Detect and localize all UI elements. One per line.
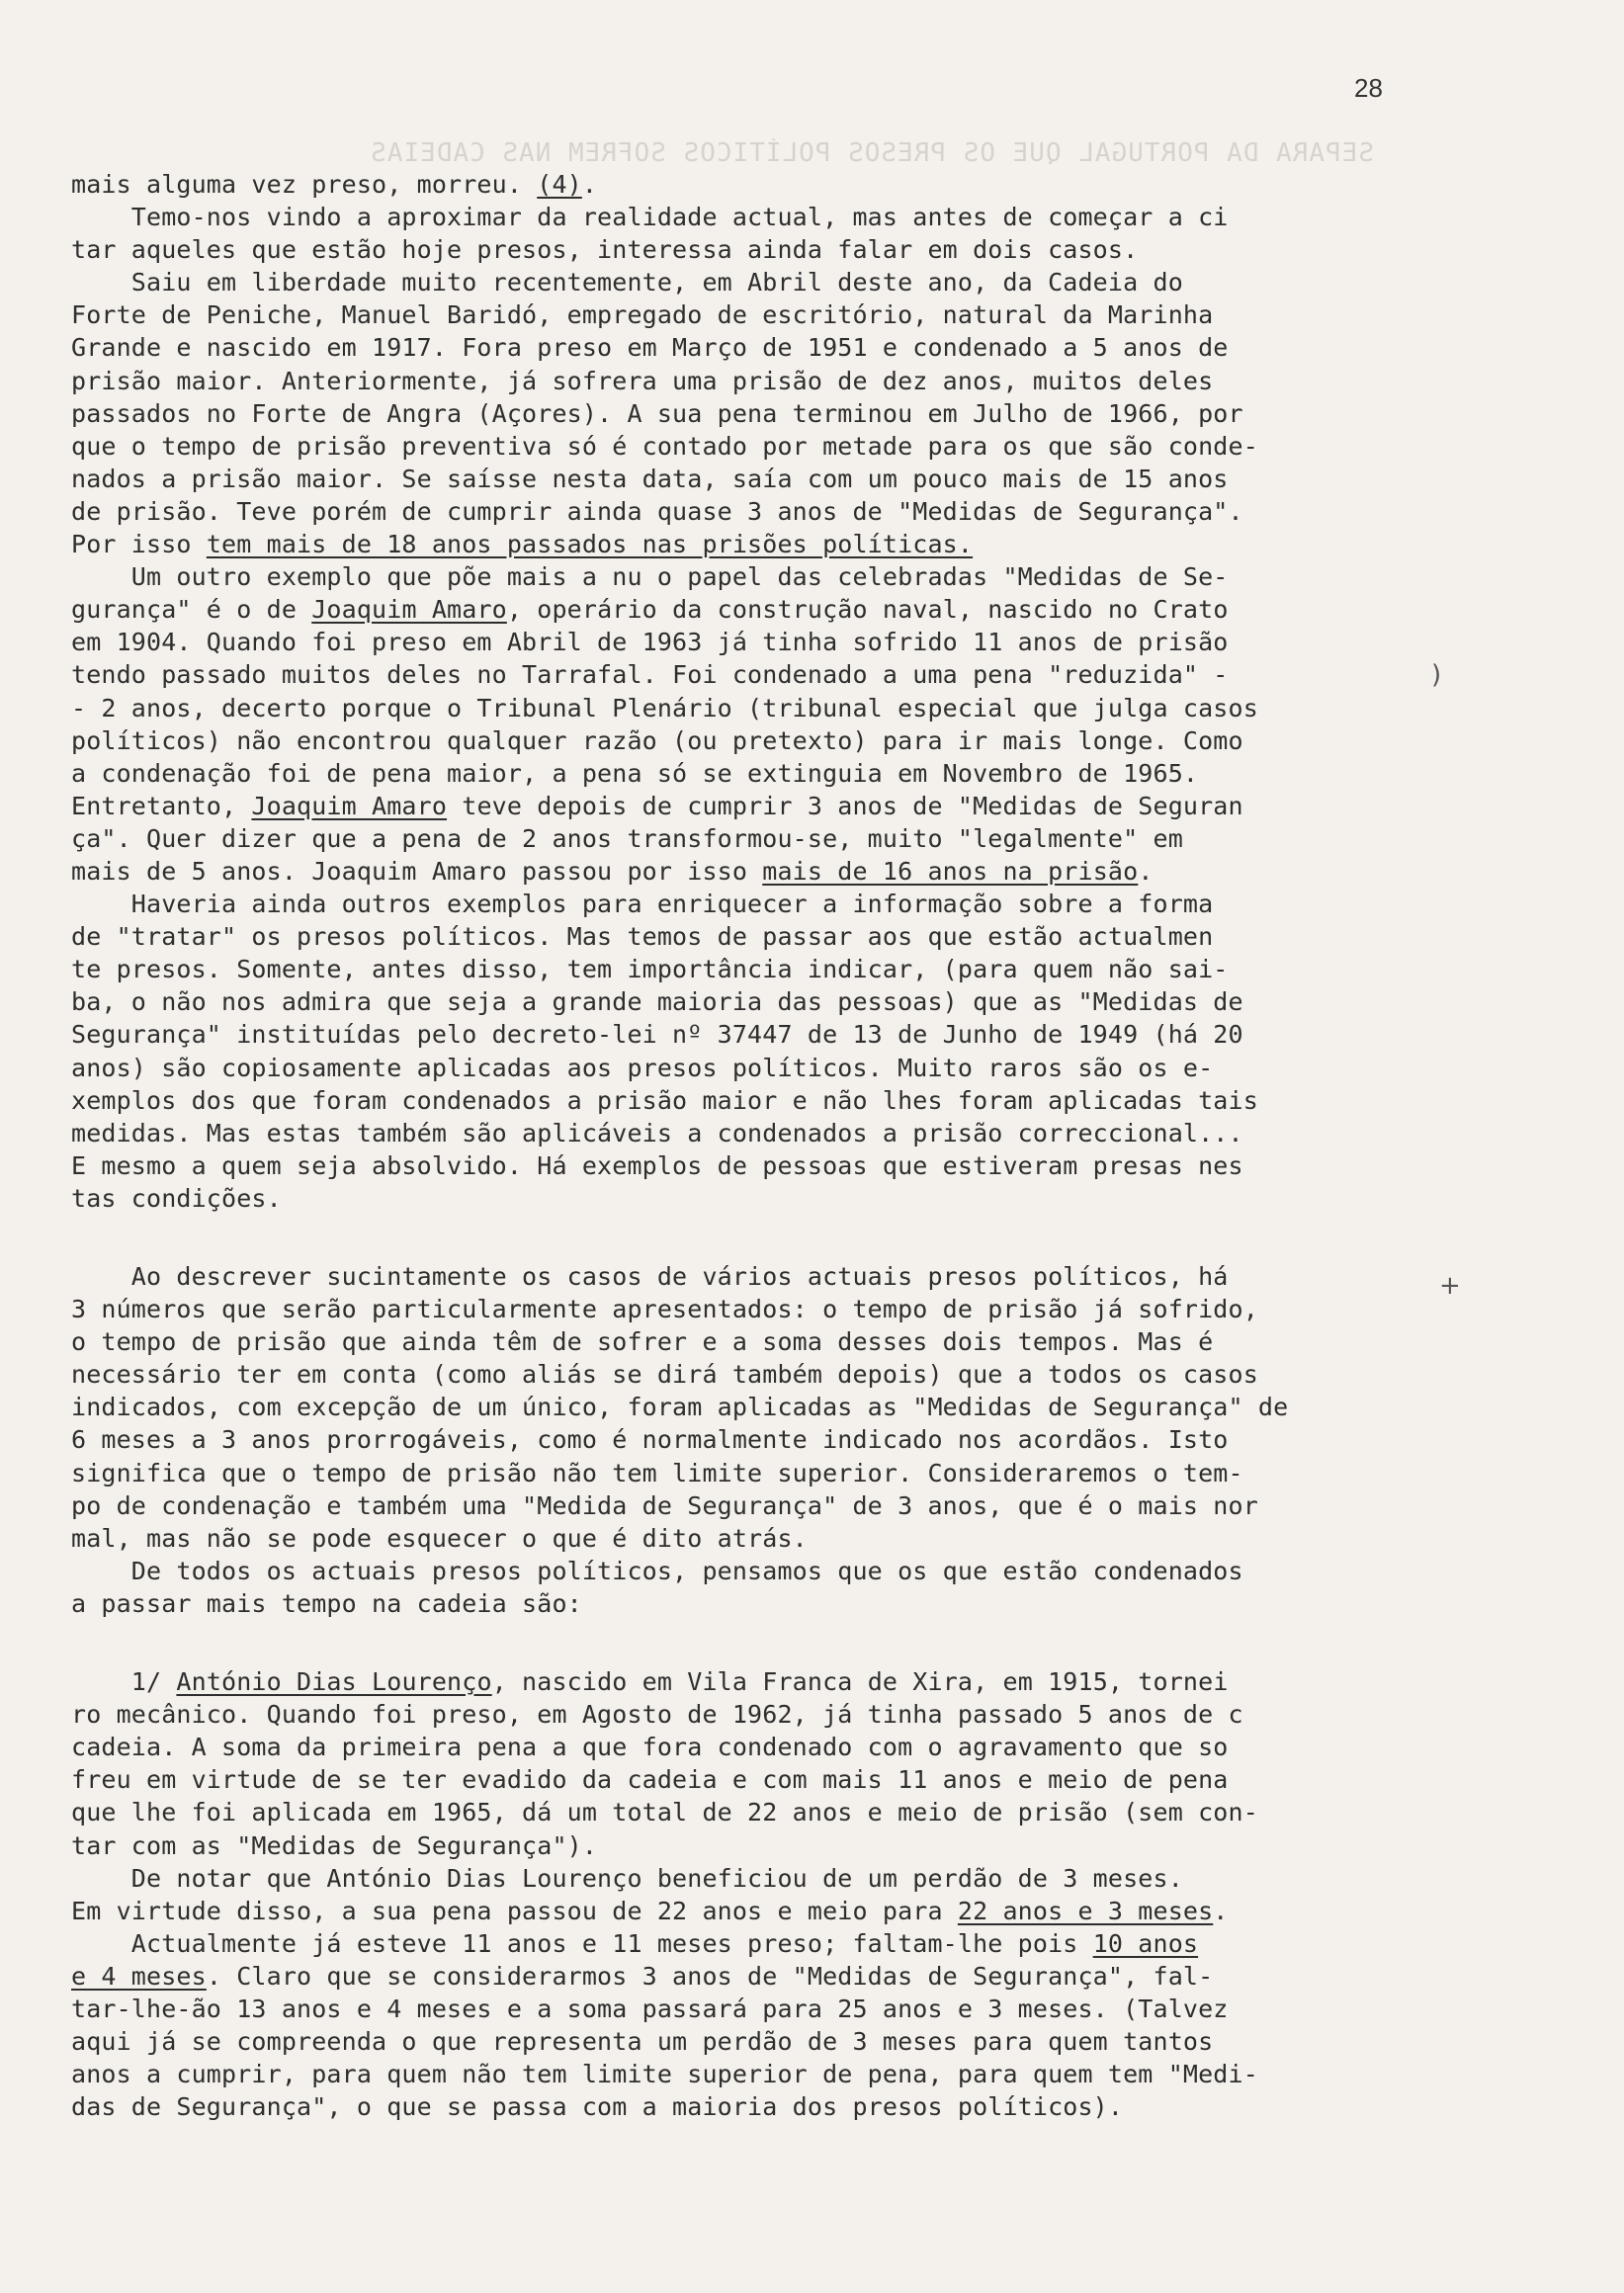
text-run: indicados, com excepção de um único, foram aplicadas as "Medidas de Segurança" de (71, 1393, 1289, 1422)
text-run: tar aqueles que estão hoje presos, interessa ainda falar em dois casos. (71, 235, 1139, 265)
text-run: de "tratar" os presos políticos. Mas temos de passar aos que estão actualmen (71, 922, 1214, 952)
text-run: medidas. Mas estas também são aplicáveis a condenados a prisão correccional... (71, 1118, 1243, 1147)
text-run: das de Segurança", o que se passa com a maioria dos presos políticos). (71, 2092, 1124, 2122)
text-line (71, 2025, 1396, 2058)
text-line (71, 1829, 1396, 1862)
text-run: , nascido em Vila Franca de Xira, em 1915, tornei (491, 1667, 1229, 1697)
text-line (71, 692, 1396, 724)
text-line (71, 1293, 1396, 1325)
text-run: Entretanto, (71, 791, 252, 820)
text-run: Por isso (71, 530, 207, 559)
text-line (71, 1862, 1396, 1895)
text-line (71, 1391, 1396, 1423)
text-run: mais de 5 anos. Joaquim Amaro passou por isso (71, 856, 763, 886)
text-run: . (581, 170, 598, 199)
text-line (71, 1260, 1396, 1293)
text-line (71, 920, 1396, 953)
text-line (71, 790, 1396, 822)
text-run: - 2 anos, decerto porque o Tribunal Plenário (tribunal especial que julga casos (71, 693, 1258, 722)
text-run: Segurança" instituídas pelo decreto-lei nº 37447 de 13 de Junho de 1949 (há 20 (71, 1020, 1243, 1050)
text-line (71, 1358, 1396, 1391)
text-line (71, 266, 1396, 298)
text-run: Grande e nascido em 1917. Fora preso em Março de 1951 e condenado a 5 anos de (71, 333, 1229, 363)
paragraph (71, 560, 1396, 888)
text-line (71, 201, 1396, 233)
text-line (71, 626, 1396, 658)
text-line (71, 757, 1396, 790)
text-line (71, 658, 1396, 691)
text-line (71, 331, 1396, 364)
text-run: De todos os actuais presos políticos, pensamos que os que estão condenados (71, 1556, 1243, 1585)
text-run: a passar mais tempo na cadeia são: (71, 1588, 582, 1618)
text-run: . (1138, 856, 1154, 886)
text-line (71, 1960, 1396, 1993)
text-run: tas condições. (71, 1183, 282, 1213)
text-run: Actualmente já esteve 11 anos e 11 meses preso; faltam-lhe pois (71, 1928, 1093, 1958)
text-line (71, 1117, 1396, 1149)
text-line (71, 724, 1396, 757)
text-line (71, 1149, 1396, 1182)
underlined-text: tem mais de 18 anos passados nas prisões políticas. (206, 530, 974, 559)
text-line (71, 1587, 1396, 1620)
underlined-text: Joaquim Amaro (251, 791, 448, 820)
underlined-text: (4) (537, 170, 582, 199)
text-line (71, 397, 1396, 430)
text-run: significa que o tempo de prisão não tem limite superior. Consideraremos o tem- (71, 1458, 1243, 1487)
text-run: tendo passado muitos deles no Tarrafal. Foi condenado a uma pena "reduzida" - (71, 660, 1229, 690)
text-line (71, 953, 1396, 985)
text-run: tar-lhe-ão 13 anos e 4 meses e a soma passará para 25 anos e 3 meses. (Talvez (71, 1994, 1229, 2023)
text-run: 6 meses a 3 anos prorrogáveis, como é normalmente indicado nos acordãos. Isto (71, 1425, 1229, 1455)
text-run: mal, mas não se pode esquecer o que é dito atrás. (71, 1523, 808, 1553)
text-run: De notar que António Dias Lourenço beneficiou de um perdão de 3 meses. (71, 1863, 1183, 1893)
text-run: cadeia. A soma da primeira pena a que fora condenado com o agravamento que so (71, 1733, 1229, 1762)
text-line (71, 365, 1396, 397)
paragraph (71, 1260, 1396, 1620)
text-line (71, 1796, 1396, 1828)
text-line (71, 495, 1396, 528)
text-line (71, 430, 1396, 463)
text-run: Forte de Peniche, Manuel Baridó, empregado de escritório, natural da Marinha (71, 300, 1214, 330)
text-run: ba, o não nos admira que seja a grande maioria das pessoas) que as "Medidas de (71, 987, 1243, 1017)
bleed-through-text: SEPARA DA PORTUGAL QUE OS PRESOS POLÍTICOS SOFREM NAS CADEIAS (370, 138, 1374, 168)
text-run: . Claro que se considerarmos 3 anos de "Medidas de Segurança", fal- (206, 1961, 1214, 1991)
text-line (71, 463, 1396, 495)
text-run: que lhe foi aplicada em 1965, dá um total de 22 anos e meio de prisão (sem con- (71, 1798, 1258, 1827)
paragraph-gap (71, 1620, 1396, 1665)
text-run: Um outro exemplo que põe mais a nu o papel das celebradas "Medidas de Se- (71, 562, 1229, 592)
text-line (71, 1895, 1396, 1927)
text-line (71, 1084, 1396, 1117)
text-run: Ao descrever sucintamente os casos de vários actuais presos políticos, há (71, 1262, 1229, 1291)
text-run: gurança" é o de (71, 595, 312, 625)
text-run: passados no Forte de Angra (Açores). A sua pena terminou em Julho de 1966, por (71, 398, 1243, 428)
text-line (71, 1698, 1396, 1731)
text-run: aqui já se compreenda o que representa um perdão de 3 meses para quem tantos (71, 2027, 1214, 2057)
text-run: Em virtude disso, a sua pena passou de 22 anos e meio para (71, 1896, 958, 1925)
text-line (71, 888, 1396, 920)
text-line (71, 1018, 1396, 1051)
text-run: te presos. Somente, antes disso, tem importância indicar, (para quem não sai- (71, 955, 1229, 984)
text-run: em 1904. Quando foi preso em Abril de 1963 já tinha sofrido 11 anos de prisão (71, 628, 1229, 657)
text-run: Saiu em liberdade muito recentemente, em Abril deste ano, da Cadeia do (71, 268, 1183, 297)
underlined-text: e 4 meses (71, 1961, 207, 1991)
text-run: po de condenação e também uma "Medida de Segurança" de 3 anos, que é o mais nor (71, 1490, 1258, 1520)
text-run: 3 números que serão particularmente apresentados: o tempo de prisão já sofrido, (71, 1295, 1258, 1324)
text-run: mais alguma vez preso, morreu. (71, 170, 538, 199)
page-number: 28 (1354, 73, 1383, 103)
text-line (71, 2058, 1396, 2090)
text-run: Temo-nos vindo a aproximar da realidade actual, mas antes de começar a ci (71, 203, 1229, 232)
text-line (71, 1457, 1396, 1489)
text-run: anos) são copiosamente aplicadas aos presos políticos. Muito raros são os e- (71, 1053, 1214, 1082)
text-line (71, 298, 1396, 331)
text-line (71, 1665, 1396, 1698)
text-run: teve depois de cumprir 3 anos de "Medidas de Seguran (447, 791, 1243, 820)
text-line (71, 1325, 1396, 1358)
text-run: , operário da construção naval, nascido no Crato (506, 595, 1229, 625)
text-line (71, 1489, 1396, 1522)
text-line (71, 593, 1396, 626)
text-run: Haveria ainda outros exemplos para enriquecer a informação sobre a forma (71, 890, 1214, 919)
text-line (71, 1555, 1396, 1587)
text-run: prisão maior. Anteriormente, já sofrera uma prisão de dez anos, muitos deles (71, 366, 1214, 395)
text-run: a condenação foi de pena maior, a pena só se extinguia em Novembro de 1965. (71, 758, 1199, 788)
text-line (71, 1993, 1396, 2025)
text-line (71, 168, 1396, 201)
text-line (71, 2090, 1396, 2123)
paragraph-gap (71, 1215, 1396, 1260)
text-line (71, 233, 1396, 266)
text-run: freu em virtude de se ter evadido da cadeia e com mais 11 anos e meio de pena (71, 1765, 1229, 1795)
underlined-text: 10 anos (1092, 1928, 1199, 1958)
paragraph (71, 168, 1396, 201)
text-line (71, 1731, 1396, 1763)
text-line (71, 528, 1396, 560)
text-run: de prisão. Teve porém de cumprir ainda quase 3 anos de "Medidas de Segurança". (71, 496, 1243, 526)
text-run: E mesmo a quem seja absolvido. Há exemplos de pessoas que estiveram presas nes (71, 1150, 1243, 1180)
text-run: xemplos dos que foram condenados a prisão maior e não lhes foram aplicadas tais (71, 1085, 1258, 1115)
paragraph (71, 1665, 1396, 2123)
text-line (71, 1763, 1396, 1796)
text-line (71, 1522, 1396, 1555)
margin-bracket-mark: ) (1431, 660, 1442, 690)
underlined-text: Joaquim Amaro (311, 595, 507, 625)
underlined-text: mais de 16 anos na prisão (762, 856, 1139, 886)
text-run: que o tempo de prisão preventiva só é contado por metade para os que são conde- (71, 431, 1258, 461)
typed-body-text (71, 168, 1396, 2123)
text-run: 1/ (71, 1667, 177, 1697)
text-run: . (1213, 1896, 1229, 1925)
text-line (71, 855, 1396, 888)
text-line (71, 1423, 1396, 1456)
text-run: necessário ter em conta (como aliás se dirá também depois) que a todos os casos (71, 1360, 1258, 1390)
text-line (71, 822, 1396, 855)
text-run: anos a cumprir, para quem não tem limite superior de pena, para quem tem "Medi- (71, 2060, 1258, 2089)
text-line (71, 560, 1396, 593)
text-line (71, 985, 1396, 1018)
text-run: o tempo de prisão que ainda têm de sofrer e a soma desses dois tempos. Mas é (71, 1327, 1214, 1357)
underlined-text: 22 anos e 3 meses (957, 1896, 1214, 1925)
text-line (71, 1927, 1396, 1960)
paragraph (71, 201, 1396, 560)
underlined-text: António Dias Lourenço (176, 1667, 492, 1697)
margin-cross-mark: + (1439, 1271, 1461, 1301)
text-run: ça". Quer dizer que a pena de 2 anos transformou-se, muito "legalmente" em (71, 823, 1183, 853)
paragraph (71, 888, 1396, 1215)
text-run: tar com as "Medidas de Segurança"). (71, 1830, 598, 1860)
text-run: políticos) não encontrou qualquer razão (ou pretexto) para ir mais longe. Como (71, 725, 1243, 755)
text-run: ro mecânico. Quando foi preso, em Agosto de 1962, já tinha passado 5 anos de c (71, 1700, 1243, 1730)
text-line (71, 1182, 1396, 1215)
text-line (71, 1052, 1396, 1084)
text-run: nados a prisão maior. Se saísse nesta data, saía com um pouco mais de 15 anos (71, 464, 1229, 493)
